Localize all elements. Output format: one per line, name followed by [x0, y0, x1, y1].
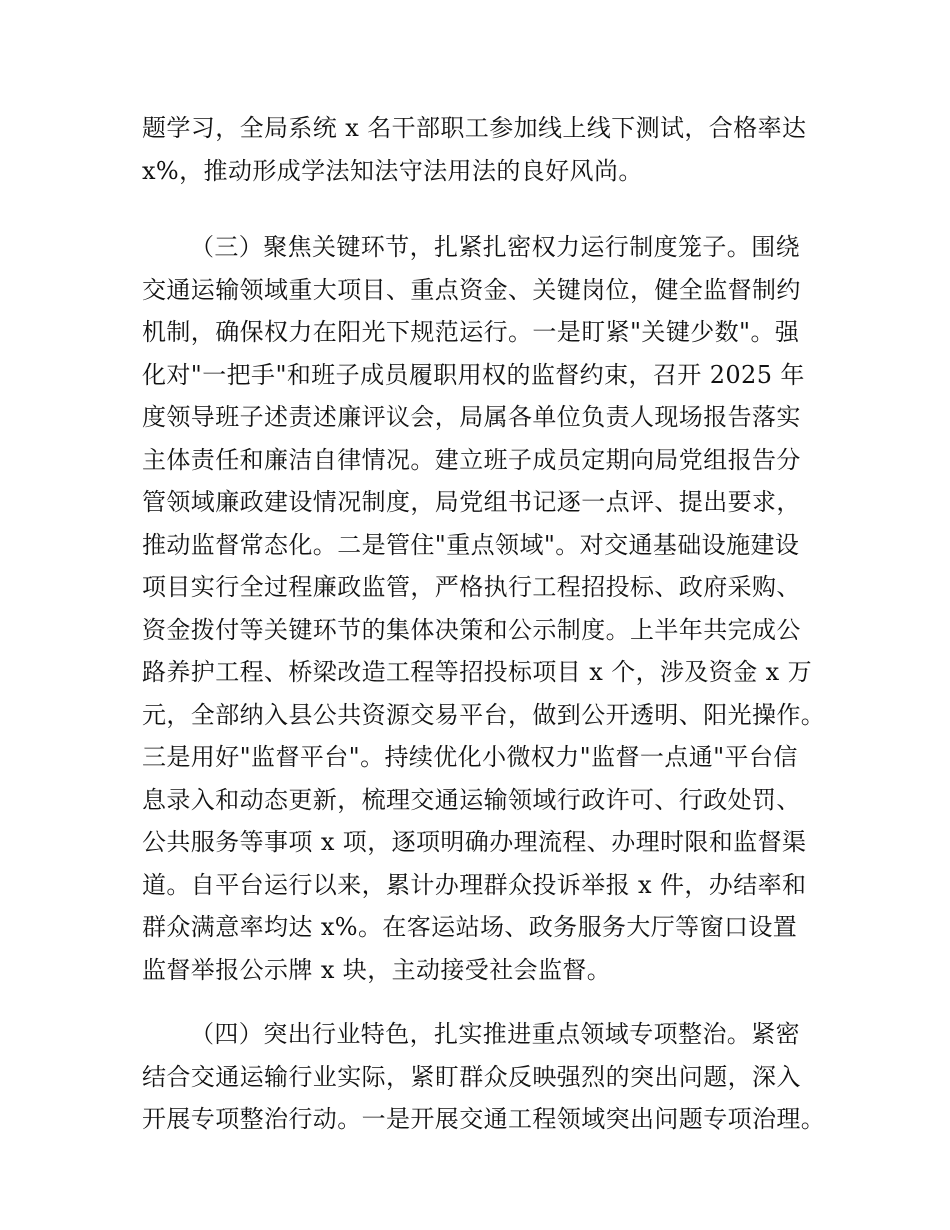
paragraph-line: 结合交通运输行业实际，紧盯群众反映强烈的突出问题，深入: [142, 1062, 801, 1091]
paragraph-line: 道。自平台运行以来，累计办理群众投诉举报 x 件，办结率和: [142, 870, 807, 899]
paragraph-line: 路养护工程、桥梁改造工程等招投标项目 x 个，涉及资金 x 万: [142, 658, 812, 686]
paragraph-line: 监督举报公示牌 x 块，主动接受社会监督。: [142, 955, 612, 984]
paragraph-line: 公共服务等事项 x 项，逐项明确办理流程、办理时限和监督渠: [142, 828, 807, 856]
paragraph-line: 元，全部纳入县公共资源交易平台，做到公开透明、阳光操作。: [142, 700, 826, 729]
paragraph-continuation: [142, 107, 822, 192]
paragraph-line: 群众满意率均达 x%。在客运站场、政务服务大厅等窗口设置: [142, 913, 798, 941]
paragraph-line: 息录入和动态更新，梳理交通运输领域行政许可、行政处罚、: [142, 785, 801, 814]
paragraph-line: （三）聚焦关键环节，扎紧扎密权力运行制度笼子。围绕: [190, 233, 800, 261]
paragraph-section-three: [142, 226, 826, 991]
paragraph-line: 管领域廉政建设情况制度，局党组书记逐一点评、提出要求，: [142, 488, 801, 516]
paragraph-line: 推动监督常态化。二是管住"重点领域"。对交通基础设施建设: [142, 530, 800, 559]
paragraph-line: 主体责任和廉洁自律情况。建立班子成员定期向局党组报告分: [142, 445, 801, 474]
paragraph-line: 交通运输领域重大项目、重点资金、关键岗位，健全监督制约: [142, 275, 801, 304]
paragraph-section-four: [142, 1013, 826, 1141]
paragraph-line: 开展专项整治行动。一是开展交通工程领域突出问题专项治理。: [142, 1105, 826, 1133]
paragraph-line: （四）突出行业特色，扎实推进重点领域专项整治。紧密: [190, 1020, 800, 1048]
paragraph-line: 资金拨付等关键环节的集体决策和公示制度。上半年共完成公: [142, 615, 801, 644]
paragraph-line: 三是用好"监督平台"。持续优化小微权力"监督一点通"平台信: [142, 743, 798, 771]
paragraph-line: 项目实行全过程廉政监管，严格执行工程招投标、政府采购、: [142, 573, 801, 601]
paragraph-line: 机制，确保权力在阳光下规范运行。一是盯紧"关键少数"。强: [142, 318, 800, 346]
paragraph-line: 化对"一把手"和班子成员履职用权的监督约束，召开 2025 年: [142, 360, 805, 389]
paragraph-line: 题学习，全局系统 x 名干部职工参加线上线下测试，合格率达: [142, 114, 807, 142]
paragraph-line: x%，推动形成学法知法守法用法的良好风尚。: [142, 156, 643, 185]
paragraph-line: 度领导班子述责述廉评议会，局属各单位负责人现场报告落实: [142, 403, 801, 431]
